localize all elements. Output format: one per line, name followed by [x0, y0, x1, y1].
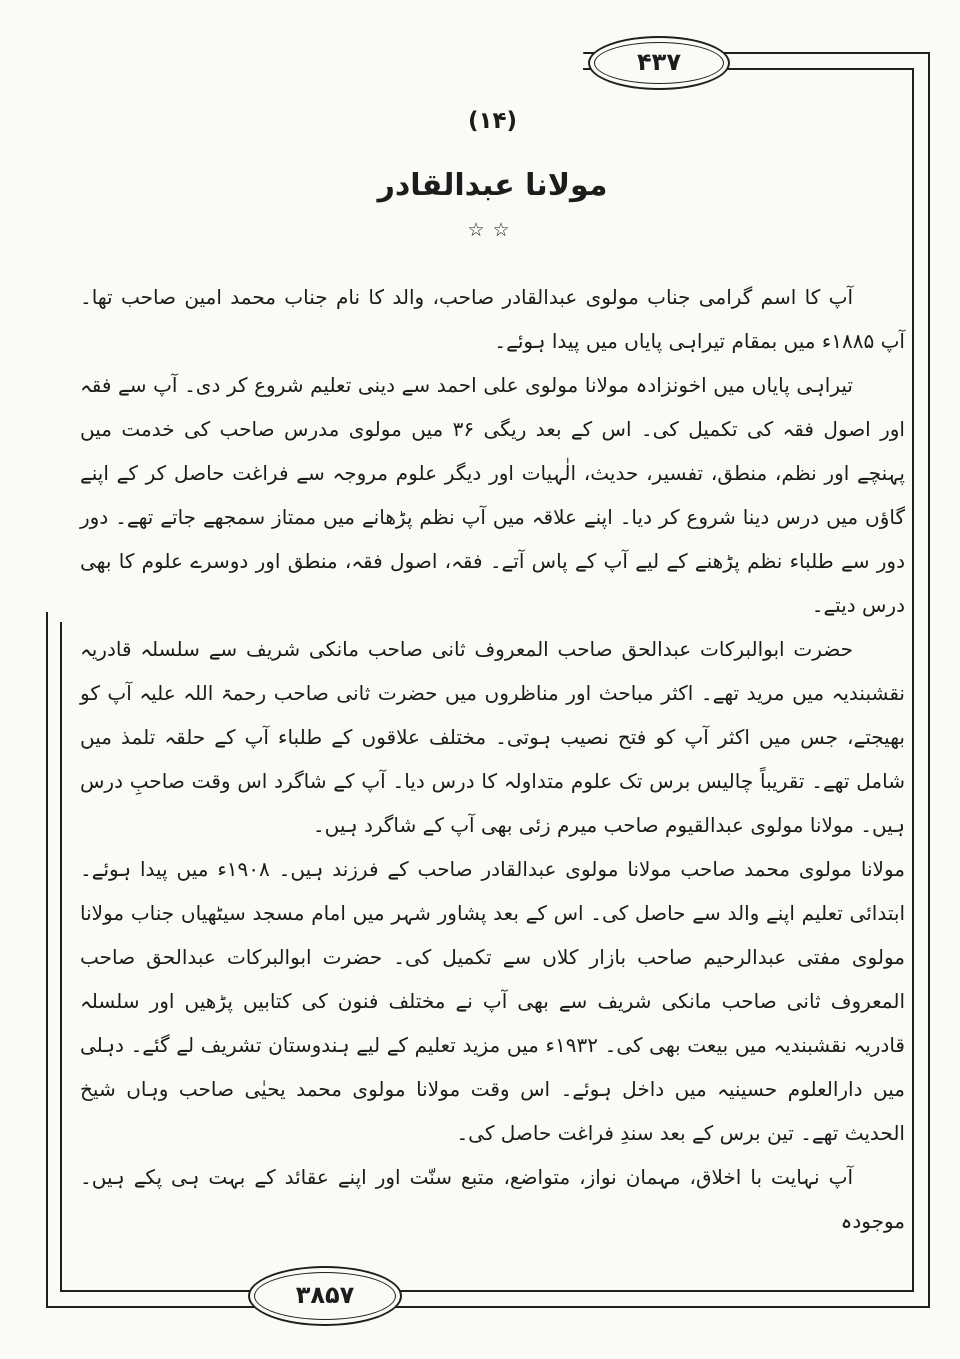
body-text — [80, 275, 905, 1243]
page-frame-right-inner-line — [912, 68, 914, 1292]
page-number-badge-top — [588, 36, 730, 90]
page-content — [80, 98, 905, 1243]
paragraph: آپ کا اسم گرامی جناب مولوی عبدالقادر صاحب، والد کا نام جناب محمد امین صاحب تھا۔ آپ ۱۸۸۵ء میں بمقام تیراہی پایاں میں پیدا ہوئے۔ — [80, 285, 905, 353]
page-number-top-value: ۴۳۷ — [637, 47, 681, 76]
chapter-number: (۱۴) — [467, 108, 518, 134]
page-frame-bottom-inner-line — [60, 1290, 914, 1292]
paragraph: مولانا مولوی محمد صاحب مولانا مولوی عبدالقادر صاحب کے فرزند ہیں۔ ۱۹۰۸ء میں پیدا ہوئے۔ ابتدائی تعلیم اپنے والد سے حاصل کی۔ اس کے بعد پشاور شہر میں امام مسجد سیٹھیاں جناب مولانا مولوی مفتی عبدالرحیم صاحب بازار کلاں سے تکمیل کی۔ حضرت ابوالبرکات عبدالحق صاحب المعروف ثانی صاحب مانکی شریف سے بھی آپ نے مختلف فنون کی کتابیں پڑھیں اور سلسلہ قادریہ نقشبندیہ میں بیعت بھی کی۔ ۱۹۳۲ء میں مزید تعلیم کے لیے ہندوستان تشریف لے گئے۔ دہلی میں دارالعلوم حسینیہ میں داخل ہوئے۔ اس وقت مولانا مولوی محمد یحیٰی صاحب وہاں شیخ الحدیث تھے۔ تین برس کے بعد سندِ فراغت حاصل کی۔ — [80, 857, 905, 1145]
page-frame-bottom-outer-line — [46, 1306, 930, 1308]
page-number-bottom-value: ۳۸۵۷ — [295, 1280, 355, 1309]
paragraph: آپ نہایت با اخلاق، مہمان نواز، متواضع، متبع سنّت اور اپنے عقائد کے بہت ہی پکے ہیں۔ موجودہ — [80, 1165, 905, 1233]
page-number-badge-bottom — [248, 1266, 402, 1326]
page-frame-left-outer-line — [46, 612, 48, 1308]
page-frame-left-inner-line — [60, 622, 62, 1292]
page-frame-right-outer-line — [928, 52, 930, 1308]
paragraph: تیراہی پایاں میں اخونزادہ مولانا مولوی علی احمد سے دینی تعلیم شروع کر دی۔ آپ سے فقہ اور اصول فقہ کی تکمیل کی۔ اس کے بعد ریگی ۳۶ میں مولوی مدرس صاحب کی خدمت میں پہنچے اور نظم، منطق، تفسیر، حدیث، الٰہیات اور دیگر علوم مروجہ سے فراغت حاصل کر کے اپنے گاؤں میں درس دینا شروع کر دیا۔ اپنے علاقہ میں آپ نظم پڑھانے میں ممتاز سمجھے جاتے تھے۔ دور دور سے طلباء نظم پڑھنے کے لیے آپ کے پاس آتے۔ فقہ، اصول فقہ، منطق اور دوسرے علوم کا بھی درس دیتے۔ — [80, 373, 905, 617]
decorative-stars: ☆☆ — [467, 219, 518, 241]
paragraph: حضرت ابوالبرکات عبدالحق صاحب المعروف ثانی صاحب مانکی شریف سے سلسلہ قادریہ نقشبندیہ میں مرید تھے۔ اکثر مباحث اور مناظروں میں حضرت ثانی صاحب رحمۃ اللہ علیہ آپ کو بھیجتے، جس میں اکثر آپ کو فتح نصیب ہوتی۔ مختلف علاقوں کے طلباء آپ کے حلقہ تلمذ میں شامل تھے۔ تقریباً چالیس برس تک علوم متداولہ کا درس دیا۔ آپ کے شاگرد اس وقت صاحبِ درس ہیں۔ مولانا مولوی عبدالقیوم صاحب میرم زئی بھی آپ کے شاگرد ہیں۔ — [80, 637, 905, 837]
chapter-title: مولانا عبدالقادر — [377, 168, 608, 203]
